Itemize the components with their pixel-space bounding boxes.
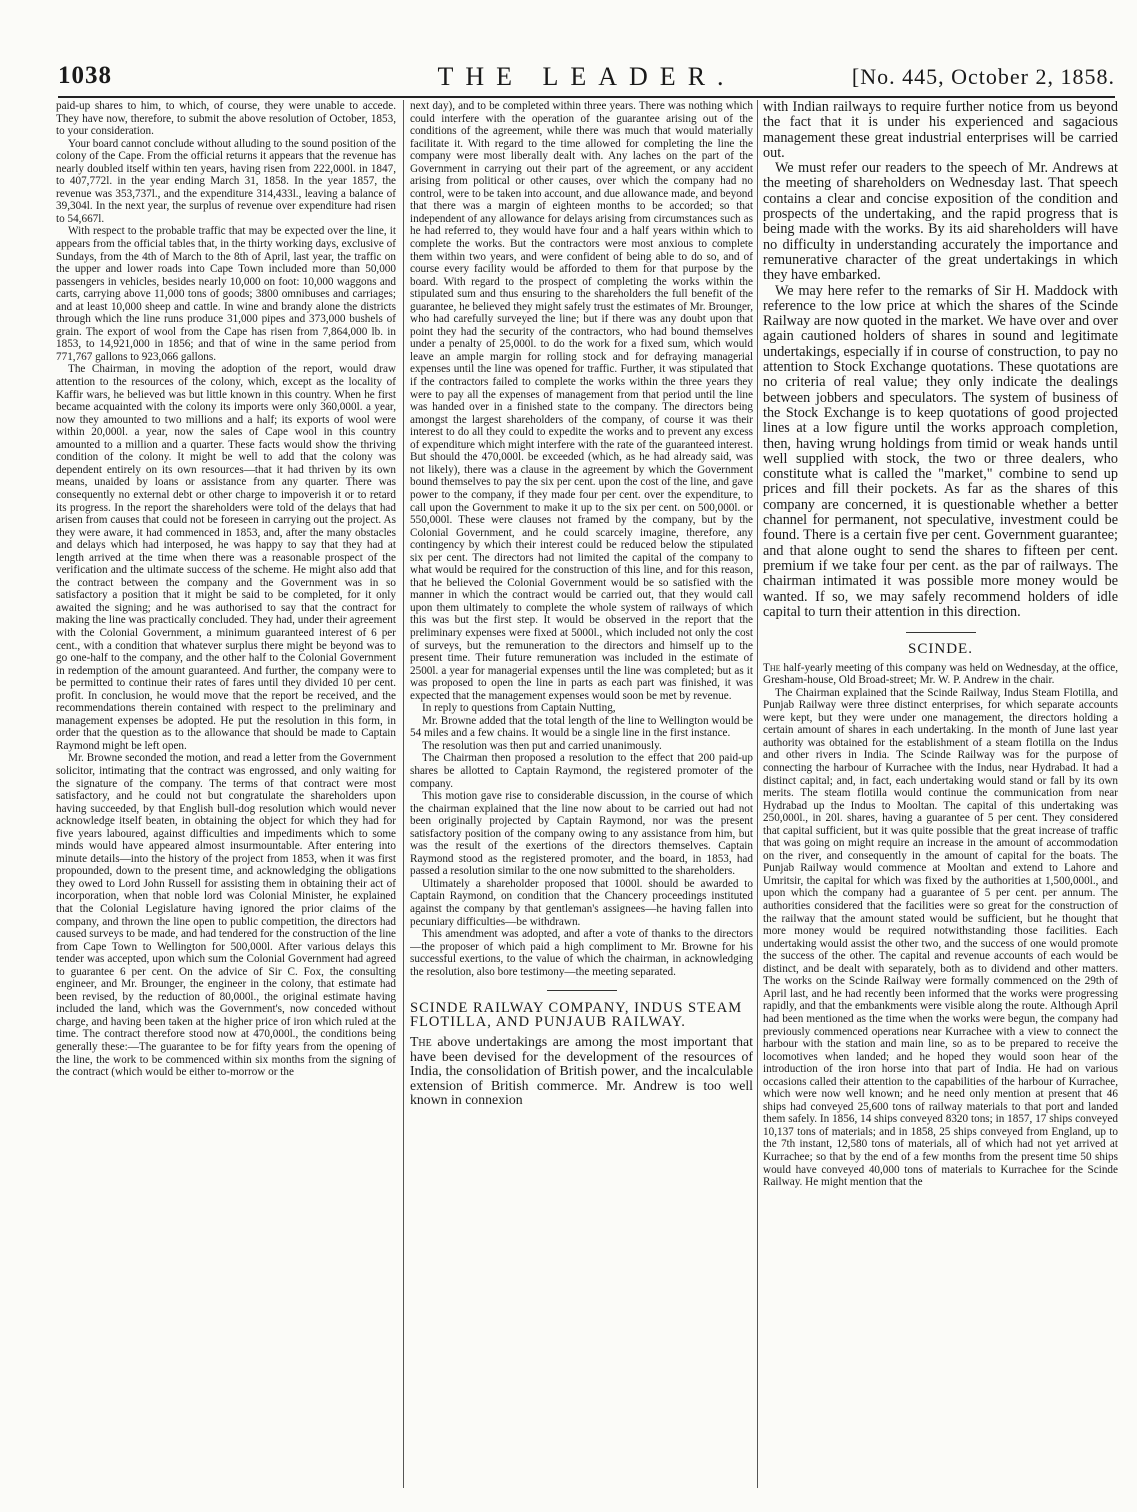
page-number: 1038 bbox=[58, 62, 112, 89]
lead-word: The bbox=[410, 1034, 432, 1050]
paragraph: next day), and to be completed within three years. There was nothing which could interfere with the operation of the guarantee arising out of the conditions of the agreement, while there was much that would materially facilitate it. With regard to the time allowed for completing the line the company were most liberally dealt with. Any laches on the part of the Government in carrying out their part of the agreement, or any accident arising from political or other causes, over which the company had no control, were to be taken into account, and due allowance made, and beyond that there was a margin of eighteen months to be accorded; so that independent of any allowance for delays arising from circumstances such as he had referred to, they would have four and a half years within which to complete the works. But the contractors were most anxious to complete them within two years, and were confident of being able to do so, and of course every facility would be afforded to them for that purpose by the board. With regard to the prospect of completing the works within the stipulated sum and thus ensuring to the shareholders the full benefit of the guarantee, he believed they might safely trust the estimates of Mr. Brounger, who had carefully surveyed the line; but if there was any doubt upon that point they had the security of the contractors, who had bound themselves under a penalty of 25,000l. to do the work for a fixed sum, which would leave an ample margin for rolling stock and for defraying managerial expenses until the line was opened for traffic. Further, it was stipulated that if the contractors failed to complete the works within the three years they were to pay all the expenses of management from that period until the line was handed over in a finished state to the company. The directors being amongst the largest shareholders of the company, of course it was their interest to do all they could to expedite the works and to prevent any excess of expenditure which might interfere with the rate of the guaranteed interest. But should the 470,000l. be exceeded (which, as he had already said, was not likely), there was a clause in the agreement by which the Government bound themselves to pay the six per cent. upon the cost of the line, and gave power to the company, if they made four per cent. over the expenditure, to call upon the Government to make it up to the six per cent. on 500,000l. or 550,000l. These were clauses not framed by the company, but by the Colonial Government, and he could scarcely imagine, therefore, any contingency by which their interest could be reduced below the stipulated six per cent. The directors had not limited the capital of the company to what would be required for the construction of this line, and for this reason, that he believed the Colonial Government would be so satisfied with the manner in which the contract would be carried out, that they would call upon them ultimately to complete the whole system of railways of which this was but the first step. It would be observed in the report that the preliminary expenses were fixed at 5000l., which included not only the cost of surveys, but the remuneration to the directors and himself up to the present time. Their future remuneration was included in the estimate of 2500l. a year for managerial expenses until the line was completed; but as it was proposed to open the line in parts as each part was finished, it was expected that the management expenses would soon be met by revenue. bbox=[410, 100, 753, 702]
paragraph: With respect to the probable traffic that may be expected over the line, it appears from the official tables that, in the thirty working days, exclusive of Sundays, from the 4th of March to the 8th of April, last year, the traffic on the upper and lower roads into Cape Town included more than 50,000 passengers in vehicles, besides nearly 10,000 on foot: 10,000 waggons and carts, carrying above 11,000 tons of goods; 3800 omnibuses and carriages; and at least 10,000 sheep and cattle. In wine and brandy alone the districts through which the line runs produce 31,000 pipes and 373,000 bushels of grain. The export of wool from the Cape has risen from 7,864,000 lb. in 1853, to 14,921,000 in 1856; and that of wine in the same period from 771,767 gallons to 923,066 gallons. bbox=[56, 225, 396, 363]
article-heading: SCINDE. bbox=[908, 641, 973, 658]
paragraph: Ultimately a shareholder proposed that 1000l. should be awarded to Captain Raymond, on condition that the Chancery proceedings instituted against the company by that gentleman's assignees—he having fallen into pecuniary difficulties—be withdrawn. bbox=[410, 877, 753, 928]
lead-text: above undertakings are among the most important that have been devised for the development of the resources of India, the consolidation of British power, and the incalculable extension of British commerce. Mr. Andrew is too well known in connexion bbox=[410, 1034, 753, 1108]
paragraph: paid-up shares to him, to which, of course, they were unable to accede. They have now, therefore, to submit the above resolution of October, 1853, to your consideration. bbox=[56, 100, 396, 138]
paragraph: This motion gave rise to considerable discussion, in the course of which the chairman explained that the line now about to be carried out had not been originally projected by Captain Raymond, nor was the present satisfactory position of the company owing to any assistance from him, but was the result of the exertions of the directors themselves. Captain Raymond stood as the registered promoter, and the board, in 1853, had passed a resolution similar to the one now submitted to the shareholders. bbox=[410, 790, 753, 878]
section-divider bbox=[906, 632, 976, 633]
column-3 bbox=[763, 100, 1118, 1488]
column-2 bbox=[410, 100, 753, 1488]
article-lead-paragraph bbox=[763, 662, 1118, 687]
article-heading: SCINDE RAILWAY COMPANY, INDUS STEAM FLOTILLA, AND PUNJAUB RAILWAY. bbox=[410, 1000, 743, 1031]
issue-info: [No. 445, October 2, 1858. bbox=[851, 64, 1115, 89]
column-1 bbox=[56, 100, 396, 1488]
paragraph: The Chairman explained that the Scinde Railway, Indus Steam Flotilla, and Punjab Railway were three distinct enterprises, for which separate accounts were kept, but they were under one management, the directors holding a certain amount of shares in each undertaking. In the month of June last year authority was obtained for the establishment of a steam flotilla on the Indus and other rivers in India. The Scinde Railway was for the purpose of connecting the harbour of Kurrachee with the Indus, near Hydrabad. It had a distinct capital; and, in fact, each undertaking would stand or fall by its own merits. The steam flotilla would continue the communication from near Hydrabad up the Indus to Mooltan. The capital of this undertaking was 250,000l., in 20l. shares, having a guarantee of 5 per cent. They considered that capital sufficient, but it was quite possible that the great increase of traffic that was going on might require an increase in the amount of accommodation on the river, and consequently in the amount of capital for the boats. The Punjab Railway would commence at Mooltan and extend to Lahore and Umritsir, the capital for which was fixed by the authorities at 1,500,000l., and upon which the company had a guarantee of 5 per cent. per annum. The authorities considered that the facilities were so great for the construction of the railway that the amount stated would be sufficient, but he thought that more money would be required notwithstanding those facilities. Each undertaking would assist the other two, and the success of one would promote the success of the other. The capital and revenue accounts of each would be distinct, and be dealt with separately, both as to dividend and other matters. The works on the Scinde Railway were formally commenced on the 29th of April last, and he had recently been informed that the works were progressing rapidly, and that the embankments were visible along the route. Although April had been mentioned as the time when the works were begun, the company had previously commenced operations near Kurrachee with a view to connect the harbour with the station and main line, so as to be prepared to receive the locomotives when landed; and he hoped they would soon hear of the introduction of the iron horse into that part of India. He had on various occasions called their attention to the capabilities of the harbour of Kurrachee, which were now well known; and he need only mention at present that 46 ships had conveyed 25,600 tons of railway materials to that port and landed them safely. In 1856, 14 ships conveyed 8320 tons; in 1857, 17 ships conveyed 10,137 tons of materials; and in 1858, 25 ships conveyed from England, up to the 7th instant, 12,580 tons of materials, all of which had not yet arrived at Kurrachee; so that by the end of a few months from the present time 50 ships would have conveyed 40,000 tons of materials to Kurrachee for the Scinde Railway. He might mention that the bbox=[763, 686, 1118, 1189]
paragraph: We may here refer to the remarks of Sir H. Maddock with reference to the low price at which the shares of the Scinde Railway are now quoted in the market. We have over and over again cautioned holders of shares in sound and legitimate undertakings, especially if in course of construction, to pay no attention to Stock Exchange quotations. These quotations are no criteria of real value; they only indicate the dealings between jobbers and speculators. The system of business of the Stock Exchange is to keep quotations of good projected lines at a low figure until the works approach completion, then, having wrung holdings from timid or weak hands until well supplied with stock, the two or three dealers, who constitute what is called the "market," combine to send up prices and fill their pockets. As far as the shares of this company are concerned, it is questionable whether a better channel for permanent, not speculative, investment could be found. There is a certain five per cent. Government guarantee; and that alone ought to send the shares to fifteen per cent. premium if we take four per cent. as the par of railways. The chairman intimated it was possible more money would be wanted. If so, we may safely recommend holders of idle capital to turn their attention in this direction. bbox=[763, 282, 1118, 620]
lead-word: The bbox=[763, 661, 781, 674]
paragraph: Your board cannot conclude without alluding to the sound position of the colony of the Cape. From the official returns it appears that the revenue has nearly doubled itself within ten years, having risen from 222,000l. in 1847, to 407,772l. in the year ending March 31, 1858. In the year 1857, the revenue was 353,737l., and the expenditure 314,433l., leaving a balance of 39,304l. In the next year, the surplus of revenue over expenditure had risen to 54,667l. bbox=[56, 137, 396, 225]
lead-text: half-yearly meeting of this company was held on Wednesday, at the office, Gresham-house, Old Broad-street; Mr. W. P. Andrew in the chair. bbox=[763, 661, 1118, 687]
paragraph: We must refer our readers to the speech of Mr. Andrews at the meeting of shareholders on Wednesday last. That speech contains a clear and concise exposition of the condition and prospects of the undertaking, and the rapid progress that is being made with the works. By its aid shareholders will have no difficulty in understanding accurately the importance and remunerative character of the great undertakings in which they have embarked. bbox=[763, 160, 1118, 284]
paragraph: Mr. Browne added that the total length of the line to Wellington would be 54 miles and a few chains. It would be a single line in the first instance. bbox=[410, 714, 753, 740]
section-divider bbox=[547, 990, 617, 991]
newspaper-title: THE LEADER. bbox=[437, 62, 736, 91]
page-header bbox=[58, 62, 1115, 98]
article-lead-paragraph bbox=[410, 1035, 753, 1108]
paragraph: Mr. Browne seconded the motion, and read a letter from the Government solicitor, intimating that the contract was engrossed, and only waiting for the signature of the company. The terms of that contract were most satisfactory, and he could not but congratulate the shareholders upon having succeeded, by that English bull-dog resolution which would never acknowledge itself beaten, in obtaining the object for which they had for five years laboured, against difficulties and impediments which to some minds would have appeared almost insurmountable. After entering into minute details—into the history of the project from 1853, when it was first propounded, down to the present time, and acknowledging the obligations they owed to Lord John Russell for assisting them in obtaining their act of incorporation, when that noble lord was Colonial Minister, he explained that the Colonial Legislature having ignored the prior claims of the company, and thrown the line open to public competition, the directors had caused surveys to be made, and had tendered for the construction of the line from Cape Town to Wellington for 500,000l. After various delays this tender was accepted, upon which sum the Colonial Government had agreed to guarantee 6 per cent. On the advice of Sir C. Fox, the consulting engineer, and Mr. Brounger, the engineer in the colony, that estimate had been revised, by the reduction of 80,000l., the original estimate having included the land, which was the Government's, now conceded without charge, and having been taken at the higher price of iron which ruled at the time. The contract therefore stood now at 470,000l., the conditions being generally these:—The guarantee to be for fifty years from the opening of the line, the work to be commenced within six months from the signing of the contract (which would be either to-morrow or the bbox=[56, 752, 396, 1079]
paragraph: The Chairman, in moving the adoption of the report, would draw attention to the resources of the colony, which, except as the locality of Kaffir wars, he believed was but little known in this country. When he first became acquainted with the colony its imports were only 360,000l. a year, now they amounted to two millions and a half; its exports of wool were within 20,000l. a year, now the sales of Cape wool in this country amounted to a million and a quarter. These facts would show the thriving condition of the colony. It might be well to add that the colony was dependent entirely on its own resources—that it had thriven by its own means, unaided by loans or assistance from any quarter. There was consequently no external debt or other charge to impoverish it or to retard its progress. In the report the shareholders were told of the delays that had arisen from causes that could not be foreseen in carrying out the project. As they were aware, it had commenced in 1853, and, after the many obstacles and delays which had interposed, he was happy to say that they had at length arrived at the time when there was a reasonable prospect of the verification and the ultimate success of the scheme. He might also add that the contract between the company and the Government was in so satisfactory a position that it might be said to be completed, for it only awaited the signing; and he was authorised to say that the contract for making the line was practically concluded. They had, under their agreement with the Colonial Government, a minimum guaranteed interest of 6 per cent., with a condition that whatever surplus there might be beyond was to go one-half to the company, and the other half to the Colonial Government in redemption of the amount guaranteed. And further, the company were to be permitted to continue their rates of fares until they divided 10 per cent. profit. In conclusion, he would move that the report be received, and the recommendations therein contained with respect to the preliminary and management expenses be adopted. He put the resolution in this form, in order that the question as to the allowance that should be made to Captain Raymond might be left open. bbox=[56, 363, 396, 752]
paragraph: The resolution was then put and carried unanimously. bbox=[422, 739, 662, 752]
paragraph: with Indian railways to require further notice from us beyond the fact that it is under his experienced and sagacious management these great industrial enterprises will be carried out. bbox=[763, 100, 1118, 161]
paragraph: This amendment was adopted, and after a vote of thanks to the directors—the proposer of which paid a high compliment to Mr. Browne for his successful exertions, to the value of which the chairman, in acknowledging the resolution, also bore testimony—the meeting separated. bbox=[410, 928, 753, 978]
column-rule bbox=[757, 100, 758, 1488]
paragraph: In reply to questions from Captain Nutting, bbox=[422, 702, 616, 715]
column-rule bbox=[403, 100, 404, 1488]
paragraph: The Chairman then proposed a resolution to the effect that 200 paid-up shares be allotted to Captain Raymond, the registered promoter of the company. bbox=[410, 752, 753, 790]
